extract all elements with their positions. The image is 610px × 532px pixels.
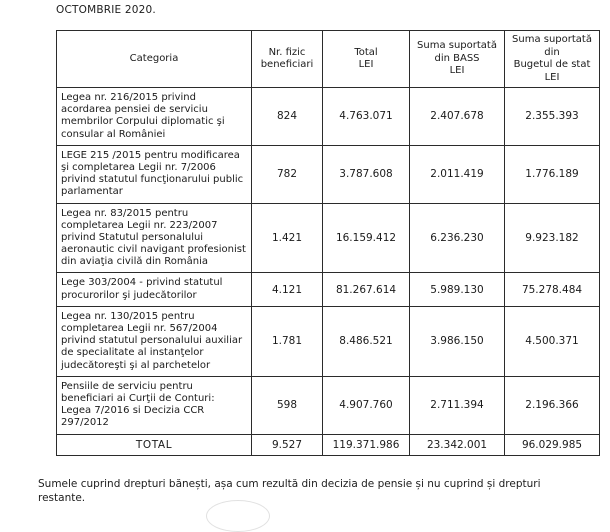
row-bass: 6.236.230 [410, 203, 505, 273]
row-beneficiaries: 4.121 [252, 273, 323, 306]
total-beneficiaries: 9.527 [252, 434, 323, 456]
footnote-text: Sumele cuprind drepturi bănești, așa cum rezultă din decizia de pensie și nu cuprind și drepturi restante. [38, 478, 541, 504]
row-category: Pensiile de serviciu pentru beneficiari ai Curţii de Conturi: Legea 7/2016 si Decizia CCR 297/2012 [57, 376, 252, 434]
row-category: Legea nr. 130/2015 pentru completarea Legii nr. 567/2004 privind statutul personalului auxiliar de specialitate al instanţelor judecătoreşti şi al parchetelor [57, 306, 252, 376]
row-beneficiaries: 824 [252, 88, 323, 146]
header-state-budget-line2: Bugetul de stat [513, 59, 591, 70]
row-category: Legea nr. 216/2015 privind acordarea pensiei de serviciu membrilor Corpului diplomatic şi consular al României [57, 88, 252, 146]
header-total [323, 31, 410, 88]
pension-table [56, 30, 600, 456]
row-total: 8.486.521 [323, 306, 410, 376]
row-state-budget: 9.923.182 [505, 203, 600, 273]
header-beneficiaries-line1: Nr. fizic [268, 46, 306, 58]
row-bass: 3.986.150 [410, 306, 505, 376]
table-row [57, 88, 600, 146]
seal-stamp-mark [206, 500, 270, 532]
row-state-budget: 4.500.371 [505, 306, 600, 376]
row-bass: 2.011.419 [410, 145, 505, 203]
row-total: 4.907.760 [323, 376, 410, 434]
row-state-budget: 75.278.484 [505, 273, 600, 306]
header-state-budget-line1: Suma suportată din [512, 34, 592, 58]
row-total: 81.267.614 [323, 273, 410, 306]
row-beneficiaries: 1.421 [252, 203, 323, 273]
intro-line: OCTOMBRIE 2020. [56, 4, 156, 16]
total-label: TOTAL [57, 434, 252, 456]
row-bass: 2.407.678 [410, 88, 505, 146]
header-state-budget-line3: LEI [544, 71, 560, 83]
table-row [57, 273, 600, 306]
row-beneficiaries: 1.781 [252, 306, 323, 376]
row-total: 16.159.412 [323, 203, 410, 273]
table-total-row [57, 434, 600, 456]
row-category: Lege 303/2004 - privind statutul procurorilor şi judecătorilor [57, 273, 252, 306]
row-state-budget: 2.196.366 [505, 376, 600, 434]
header-beneficiaries [252, 31, 323, 88]
table-row [57, 145, 600, 203]
header-bass-line1: Suma suportată [417, 40, 497, 52]
table-row [57, 376, 600, 434]
header-total-line2: LEI [358, 59, 374, 70]
header-total-line1: Total [354, 46, 378, 58]
table-header [57, 31, 600, 88]
header-bass-line3: LEI [449, 65, 465, 77]
row-bass: 2.711.394 [410, 376, 505, 434]
row-state-budget: 2.355.393 [505, 88, 600, 146]
row-beneficiaries: 782 [252, 145, 323, 203]
row-beneficiaries: 598 [252, 376, 323, 434]
row-total: 4.763.071 [323, 88, 410, 146]
header-beneficiaries-line2: beneficiari [260, 59, 314, 70]
table-header-row [57, 31, 600, 88]
total-total: 119.371.986 [323, 434, 410, 456]
row-category: Legea nr. 83/2015 pentru completarea Legii nr. 223/2007 privind Statutul personalului aeronautic civil navigant profesionist din aviaţia civilă din România [57, 203, 252, 273]
row-category: LEGE 215 /2015 pentru modificarea şi completarea Legii nr. 7/2006 privind statutul funcţionarului public parlamentar [57, 145, 252, 203]
row-bass: 5.989.130 [410, 273, 505, 306]
header-bass [410, 31, 505, 88]
table-body [57, 88, 600, 456]
header-category: Categoria [57, 31, 252, 88]
table-row [57, 306, 600, 376]
table-row [57, 203, 600, 273]
total-bass: 23.342.001 [410, 434, 505, 456]
pension-table-container [56, 30, 592, 456]
header-state-budget [505, 31, 600, 88]
header-bass-line2: din BASS [434, 52, 480, 64]
total-state-budget: 96.029.985 [505, 434, 600, 456]
row-state-budget: 1.776.189 [505, 145, 600, 203]
row-total: 3.787.608 [323, 145, 410, 203]
